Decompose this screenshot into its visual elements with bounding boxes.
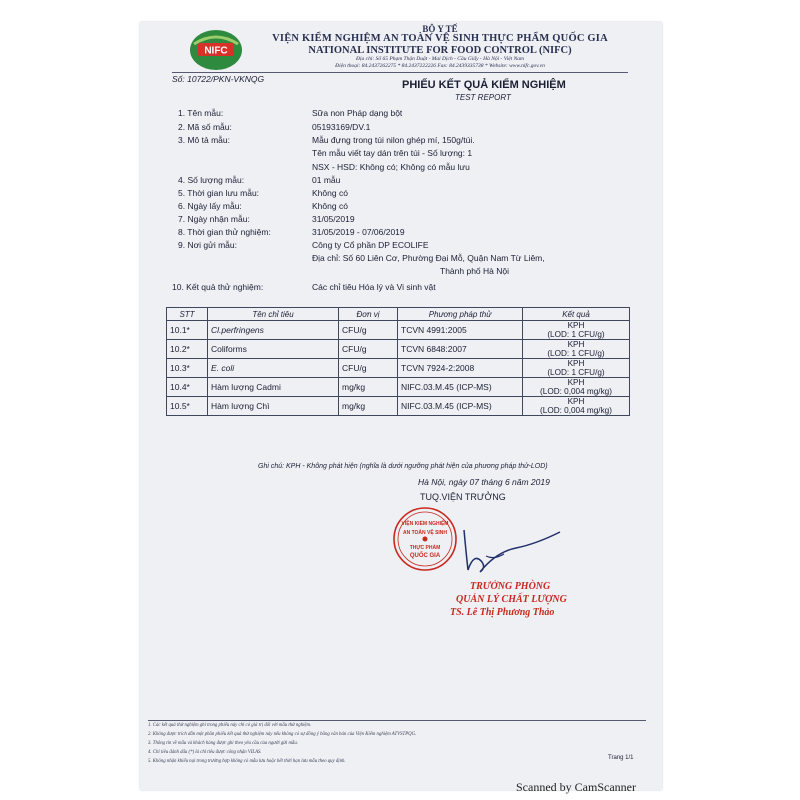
field-value: Địa chỉ: Số 60 Liên Cơ, Phường Đại Mỗ, Quận Nam Từ Liêm,: [312, 253, 545, 263]
field-value: Công ty Cổ phần DP ECOLIFE: [312, 240, 429, 250]
table-row: [167, 378, 630, 397]
document-number: Số: 10722/PKN-VKNQG: [172, 74, 265, 84]
field-label: 4. Số lượng mẫu:: [178, 175, 245, 185]
svg-text:THỰC PHẨM: THỰC PHẨM: [409, 545, 441, 551]
field-label: 1. Tên mẫu:: [178, 108, 224, 118]
result-lod: (LOD: 0,004 mg/kg): [540, 406, 612, 415]
row-unit: CFU/g: [339, 321, 398, 340]
column-header: Phương pháp thử: [398, 308, 523, 321]
result-lod: (LOD: 1 CFU/g): [547, 349, 605, 358]
results-table: [166, 307, 630, 416]
institute-contact: Điện thoại: 84.2437262275 * 84.2437222226 Fax: 84.2439335738 * Website: www.nifc.gov.vn: [335, 63, 545, 69]
field-label: 5. Thời gian lưu mẫu:: [178, 188, 260, 198]
row-name: Cl.perfringens: [208, 321, 339, 340]
result-value: KPH: [567, 359, 585, 368]
row-method: TCVN 4991:2005: [398, 321, 523, 340]
field-value: 31/05/2019: [312, 214, 355, 224]
field-label: 10. Kết quả thử nghiệm:: [172, 282, 264, 292]
row-stt: 10.2*: [167, 340, 208, 359]
result-value: KPH: [567, 378, 585, 387]
field-value: 01 mẫu: [312, 175, 341, 185]
table-row: [167, 340, 630, 359]
footnote: 2. Không được trích dẫn một phần phiếu kết quả thử nghiệm này nếu không có sự đồng ý bằng văn bản của Viện Kiểm nghiệm ATVSTPQG.: [148, 732, 417, 737]
row-result: [523, 359, 630, 378]
table-row: [167, 359, 630, 378]
row-result: [523, 378, 630, 397]
svg-text:AN TOÀN VỆ SINH: AN TOÀN VỆ SINH: [402, 530, 448, 536]
result-value: KPH: [567, 340, 585, 349]
signer-name: TS. Lê Thị Phương Thảo: [450, 607, 555, 618]
row-stt: 10.1*: [167, 321, 208, 340]
row-name: Coliforms: [208, 340, 339, 359]
signatory-title: TUQ.VIỆN TRƯỞNG: [420, 492, 506, 502]
row-unit: CFU/g: [339, 340, 398, 359]
nifc-logo: [188, 28, 244, 72]
institute-name-en: NATIONAL INSTITUTE FOR FOOD CONTROL (NIFC): [308, 45, 572, 56]
row-method: TCVN 7924-2:2008: [398, 359, 523, 378]
footer-divider: [148, 720, 646, 721]
svg-text:VIỆN KIỂM NGHIỆM: VIỆN KIỂM NGHIỆM: [401, 521, 449, 527]
svg-text:NIFC: NIFC: [204, 45, 228, 57]
column-header: Kết quả: [523, 308, 630, 321]
row-result: [523, 397, 630, 416]
row-stt: 10.5*: [167, 397, 208, 416]
field-label: 2. Mã số mẫu:: [178, 122, 232, 132]
row-name: Hàm lượng Cadmi: [208, 378, 339, 397]
institute-name-vi: VIỆN KIỂM NGHIỆM AN TOÀN VỆ SINH THỰC PHẨM QUỐC GIA: [272, 33, 608, 44]
result-value: KPH: [567, 321, 585, 330]
field-value: Mẫu đựng trong túi nilon ghép mí, 150g/túi.: [312, 135, 475, 145]
page-number: Trang 1/1: [608, 755, 634, 761]
scanner-watermark: Scanned by CamScanner: [516, 780, 636, 794]
table-row: [167, 397, 630, 416]
field-label: 7. Ngày nhận mẫu:: [178, 214, 250, 224]
field-value: Thành phố Hà Nội: [440, 266, 509, 276]
footnote: 3. Thông tin về mẫu và khách hàng được ghi theo yêu cầu của người gửi mẫu.: [148, 741, 298, 746]
report-subtitle: TEST REPORT: [455, 93, 511, 102]
institute-address: Địa chỉ: Số 65 Phạm Thận Duật - Mai Dịch - Cầu Giấy - Hà Nội - Việt Nam: [356, 56, 524, 62]
signer-role-1: TRƯỞNG PHÒNG: [470, 581, 551, 592]
svg-text:QUỐC GIA: QUỐC GIA: [409, 553, 441, 559]
table-row: [167, 321, 630, 340]
field-label: 8. Thời gian thử nghiệm:: [178, 227, 271, 237]
row-unit: mg/kg: [339, 378, 398, 397]
table-note: Ghi chú: KPH - Không phát hiện (nghĩa là dưới ngưỡng phát hiện của phương pháp thử-LOD): [258, 463, 548, 470]
row-result: [523, 340, 630, 359]
field-value: Không có: [312, 201, 348, 211]
field-value: NSX - HSD: Không có; Không có mẫu lưu: [312, 162, 470, 172]
field-value: Tên mẫu viết tay dán trên túi - Số lượng: 1: [312, 148, 473, 158]
field-label: 3. Mô tả mẫu:: [178, 135, 230, 145]
column-header: Tên chỉ tiêu: [208, 308, 339, 321]
field-value: Các chỉ tiêu Hóa lý và Vi sinh vật: [312, 282, 436, 292]
signer-role-2: QUẢN LÝ CHẤT LƯỢNG: [456, 594, 567, 605]
report-title: PHIẾU KẾT QUẢ KIỂM NGHIỆM: [402, 79, 566, 91]
row-stt: 10.3*: [167, 359, 208, 378]
field-label: 6. Ngày lấy mẫu:: [178, 201, 242, 211]
official-stamp: [392, 506, 458, 572]
row-method: TCVN 6848:2007: [398, 340, 523, 359]
field-value: Sữa non Pháp dạng bột: [312, 108, 403, 118]
column-header: STT: [167, 308, 208, 321]
result-lod: (LOD: 0,004 mg/kg): [540, 387, 612, 396]
result-value: KPH: [567, 397, 585, 406]
ministry-name: BỘ Y TẾ: [422, 24, 458, 34]
footnote: 5. Không nhận khiếu nại trong trường hợp không có mẫu lưu hoặc hết thời hạn lưu mẫu theo quy định.: [148, 759, 346, 764]
table-header-row: [167, 308, 630, 321]
row-unit: mg/kg: [339, 397, 398, 416]
field-label: 9. Nơi gửi mẫu:: [178, 240, 237, 250]
row-name: Hàm lượng Chì: [208, 397, 339, 416]
row-stt: 10.4*: [167, 378, 208, 397]
row-method: NIFC.03.M.45 (ICP-MS): [398, 397, 523, 416]
row-unit: CFU/g: [339, 359, 398, 378]
row-method: NIFC.03.M.45 (ICP-MS): [398, 378, 523, 397]
field-value: 05193169/DV.1: [312, 122, 371, 132]
column-header: Đơn vị: [339, 308, 398, 321]
footnote: 4. Chỉ tiêu đánh dấu (*) là chỉ tiêu được công nhận VILAS.: [148, 750, 262, 755]
field-value: Không có: [312, 188, 348, 198]
row-result: [523, 321, 630, 340]
signature: [456, 522, 566, 582]
header-divider: [172, 72, 628, 73]
result-lod: (LOD: 1 CFU/g): [547, 330, 605, 339]
field-value: 31/05/2019 - 07/06/2019: [312, 227, 405, 237]
row-name: E. coli: [208, 359, 339, 378]
result-lod: (LOD: 1 CFU/g): [547, 368, 605, 377]
footnote: 1. Các kết quả thử nghiệm ghi trong phiếu này chỉ có giá trị đối với mẫu thử nghiệm.: [148, 723, 312, 728]
place-date: Hà Nội, ngày 07 tháng 6 năm 2019: [418, 477, 550, 487]
